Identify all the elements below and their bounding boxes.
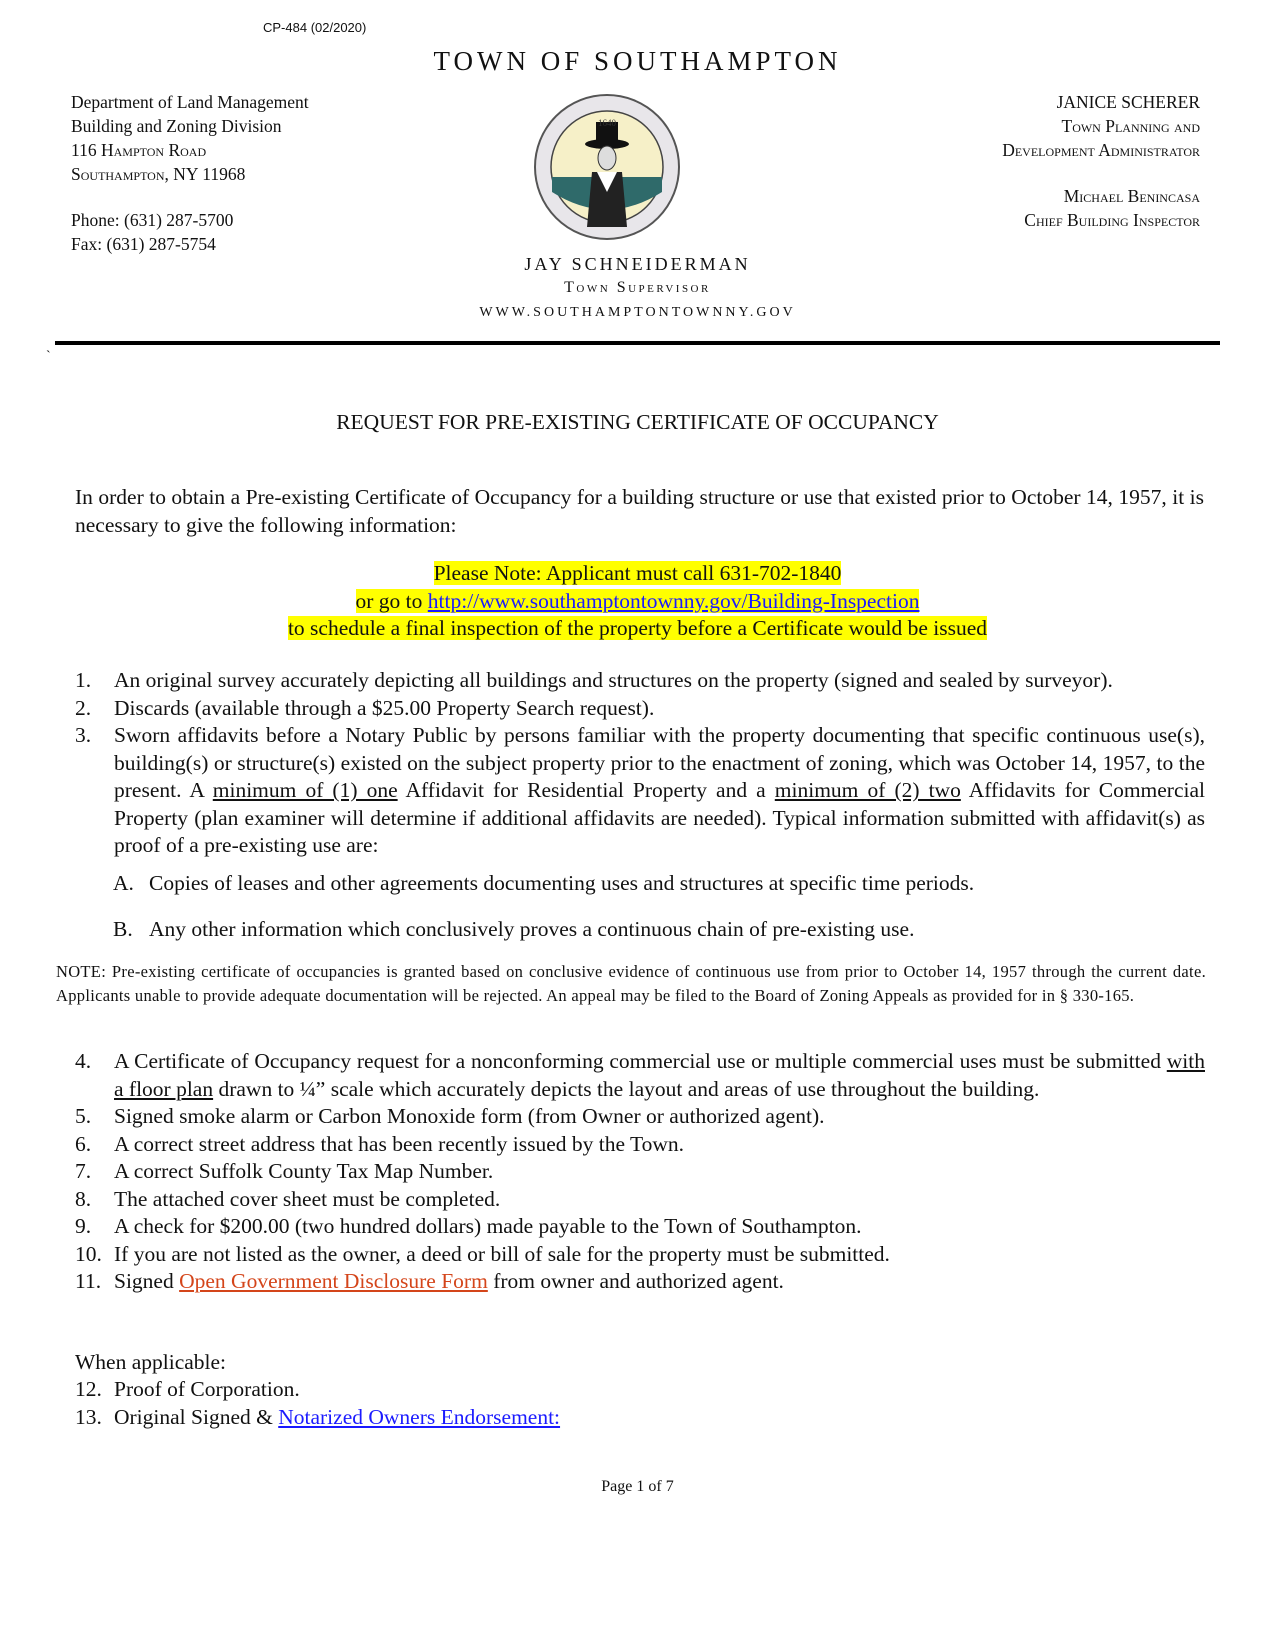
department-name: Department of Land Management (71, 92, 309, 112)
item-text: from owner and authorized agent. (487, 1269, 784, 1293)
stray-mark: ` (46, 349, 51, 364)
official-name-2: Michael Benincasa (1063, 186, 1200, 206)
item-text-underlined: with a floor plan (114, 1049, 1205, 1101)
item-text: Original Signed & (114, 1404, 279, 1429)
item-letter: B. (113, 917, 133, 941)
item-text: A correct street address that has been recently issued by the Town. (114, 1131, 685, 1156)
item-number: 8. (75, 1186, 92, 1211)
svg-text:1640: 1640 (598, 118, 616, 128)
supervisor-title: Town Supervisor (564, 279, 711, 296)
phone-number: Phone: (631) 287-5700 (71, 210, 234, 230)
item-text: Sworn affidavits before a Notary Public by persons familiar with the property documenting that specific continuous use(s), building(s) or structure(s) existed on the subject property prior to the enactment of zoning, which was October 14, 1957, to the present. A (114, 723, 1205, 802)
item-text: Signed smoke alarm or Carbon Monoxide form (from Owner or authorized agent). (114, 1104, 825, 1128)
town-seal-logo (532, 92, 682, 242)
notice-line-2-prefix: or go to (355, 588, 428, 613)
list-item (75, 1268, 1205, 1296)
list-item (75, 695, 1205, 723)
department-address (71, 90, 309, 256)
official-title-2: Chief Building Inspector (1024, 210, 1200, 230)
list-item (75, 1131, 1205, 1159)
owners-endorsement-link[interactable]: Notarized Owners Endorsement: (278, 1404, 561, 1429)
official-name-1: JANICE SCHERER (1056, 92, 1200, 112)
form-id: CP-484 (02/2020) (263, 20, 367, 35)
division-name: Building and Zoning Division (71, 116, 282, 136)
list-item (75, 1404, 1205, 1432)
item-text-underlined: minimum of (2) two (774, 778, 961, 802)
list-item (75, 1186, 1205, 1214)
page-title: REQUEST FOR PRE-EXISTING CERTIFICATE OF OCCUPANCY (336, 410, 939, 434)
item-text: A correct Suffolk County Tax Map Number. (114, 1159, 494, 1183)
item-text: Affidavits for Commercial Property (plan examiner will determine if additional affidavits are needed). Typical information submitted with affidavit(s) as proof of a pre-existing use are: (114, 778, 1205, 857)
fax-number: Fax: (631) 287-5754 (71, 234, 216, 254)
item-text-underlined: minimum of (1) one (212, 778, 398, 802)
list-item (75, 1158, 1205, 1186)
item-number: 12. (75, 1377, 102, 1401)
item-text: drawn to ¼” scale which accurately depicts the layout and areas of use throughout the building. (213, 1076, 1040, 1101)
item-text: Any other information which conclusively proves a continuous chain of pre-existing use. (149, 917, 915, 941)
item-text: If you are not listed as the owner, a deed or bill of sale for the property must be submitted. (114, 1241, 890, 1266)
inspection-notice (0, 560, 1275, 643)
item-number: 10. (75, 1241, 102, 1266)
note-paragraph: NOTE: Pre-existing certificate of occupancies is granted based on conclusive evidence of continuous use from prior to October 14, 1957 through the current date. Applicants unable to provide adequate documentation will be rejected. An appeal may be filed to the Board of Zoning Appeals as provided for in § 330-165. (56, 962, 1206, 1005)
city-state-zip: Southampton, NY 11968 (71, 164, 246, 184)
list-item (75, 1103, 1205, 1131)
sub-item-a (113, 870, 1205, 898)
requirements-list-3 (75, 1376, 1205, 1431)
requirements-list-1 (75, 667, 1205, 860)
item-text: An original survey accurately depicting all buildings and structures on the property (signed and sealed by surveyor). (114, 668, 1113, 692)
town-heading: TOWN OF SOUTHAMPTON (433, 46, 842, 76)
official-title-1a: Town Planning and (1061, 116, 1200, 136)
street-address: 116 Hampton Road (71, 140, 207, 160)
intro-paragraph: In order to obtain a Pre-existing Certificate of Occupancy for a building structure or use that existed prior to October 14, 1957, it is necessary to give the following information: (75, 485, 1204, 537)
notice-line-3: to schedule a final inspection of the property before a Certificate would be issued (287, 616, 988, 640)
item-number: 1. (75, 668, 92, 692)
item-text: Discards (available through a $25.00 Property Search request). (114, 695, 655, 720)
item-text: The attached cover sheet must be completed. (114, 1186, 501, 1211)
list-item (75, 667, 1205, 695)
list-item (75, 722, 1205, 860)
item-number: 3. (75, 723, 92, 747)
disclosure-form-link[interactable]: Open Government Disclosure Form (179, 1269, 488, 1293)
official-title-1b: Development Administrator (1002, 140, 1200, 160)
item-number: 6. (75, 1131, 92, 1156)
officials (1002, 90, 1200, 232)
building-inspection-link[interactable]: http://www.southamptontownny.gov/Building-Inspection (427, 588, 920, 613)
sub-item-b (113, 916, 1205, 944)
item-text: Signed (114, 1269, 180, 1293)
item-text: Affidavit for Residential Property and a (397, 778, 775, 802)
item-number: 4. (75, 1049, 92, 1073)
item-number: 9. (75, 1214, 92, 1238)
item-letter: A. (113, 871, 134, 895)
list-item (75, 1213, 1205, 1241)
item-text: Copies of leases and other agreements documenting uses and structures at specific time periods. (149, 871, 975, 895)
notice-line-1: Please Note: Applicant must call 631-702-1840 (433, 561, 842, 585)
item-number: 7. (75, 1159, 92, 1183)
item-text: Proof of Corporation. (114, 1377, 300, 1401)
website-link[interactable]: WWW.SOUTHAMPTONTOWNNY.GOV (479, 305, 796, 320)
supervisor-name: JAY SCHNEIDERMAN (524, 254, 751, 274)
requirements-list-2 (75, 1048, 1205, 1296)
item-number: 5. (75, 1104, 92, 1128)
list-item (75, 1241, 1205, 1269)
item-text: A Certificate of Occupancy request for a nonconforming commercial use or multiple commercial uses must be submitted (114, 1049, 1167, 1073)
list-item (75, 1376, 1205, 1404)
supervisor-block (0, 252, 1275, 326)
header-divider (55, 341, 1220, 345)
page-number: Page 1 of 7 (601, 1478, 674, 1495)
list-item (75, 1048, 1205, 1103)
item-text: A check for $200.00 (two hundred dollars) made payable to the Town of Southampton. (114, 1214, 862, 1238)
item-number: 13. (75, 1404, 102, 1429)
item-number: 2. (75, 695, 92, 720)
when-applicable-label: When applicable: (75, 1350, 227, 1374)
item-number: 11. (75, 1269, 102, 1293)
